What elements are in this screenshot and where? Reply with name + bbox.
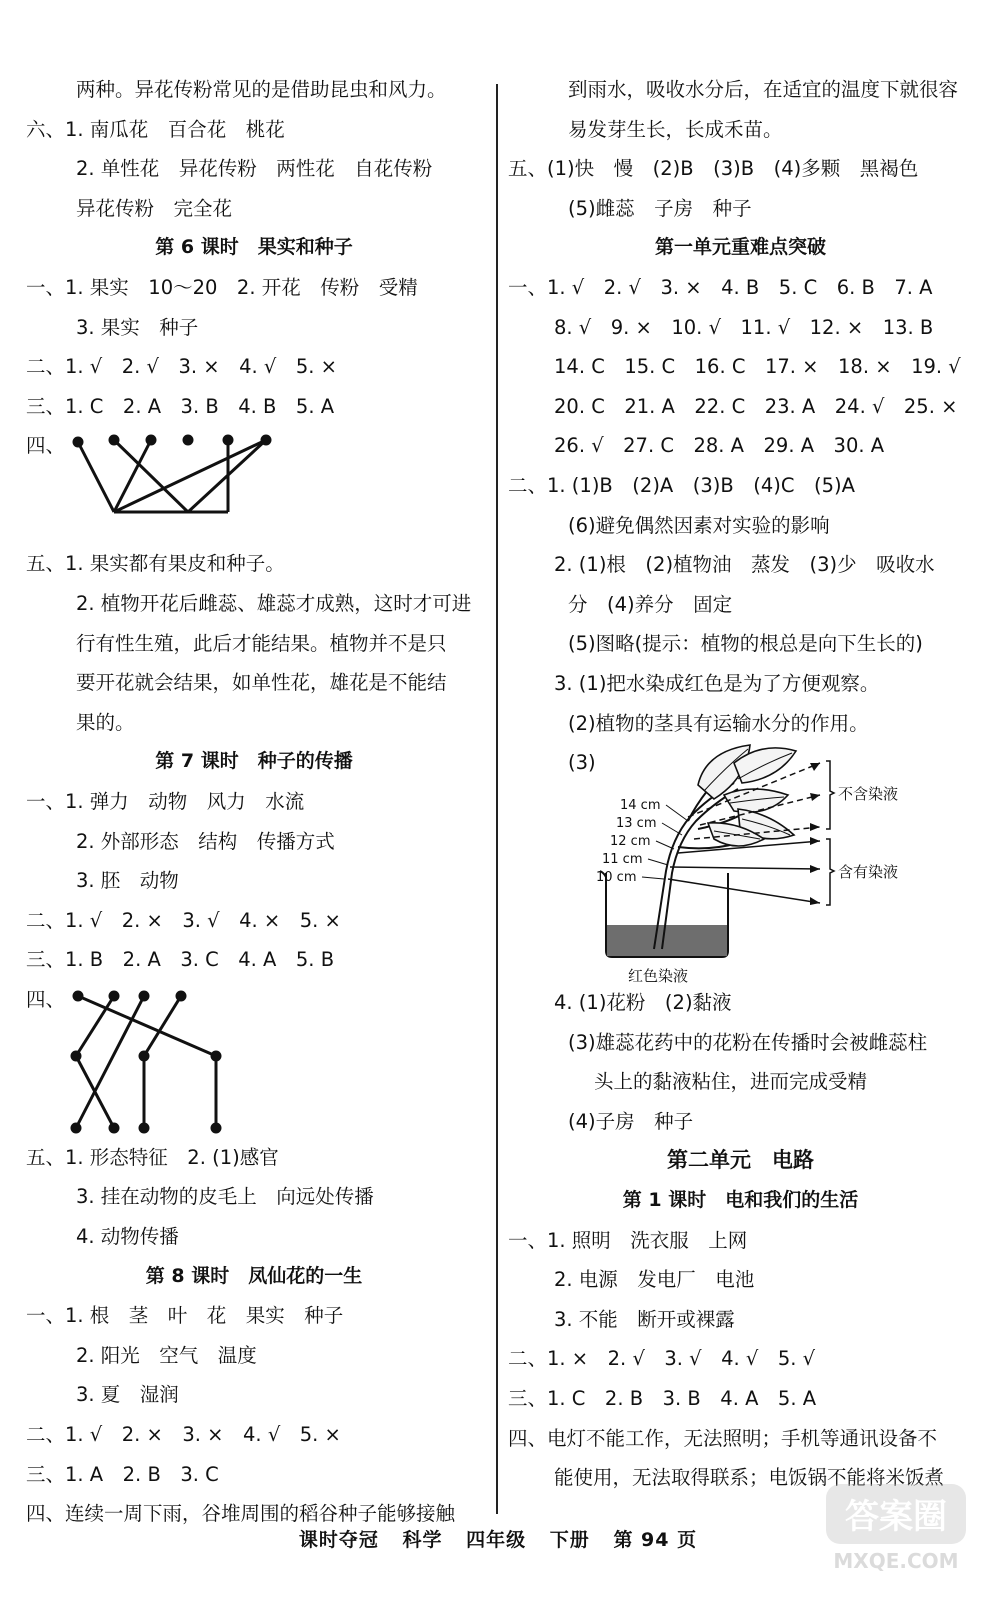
text-line: 能使用，无法取得联系；电饭锅不能将米饭煮 [554,1466,945,1490]
text-line: 3. 不能 断开或裸露 [554,1307,735,1331]
text-line: 一、1. 照明 洗衣服 上网 [508,1228,748,1252]
no-dye-label: 不含染液 [838,785,899,804]
text-line: 五、1. 形态特征 2. (1)感官 [26,1145,279,1169]
text-line: 3. 胚 动物 [76,869,179,893]
text-line: 2. 阳光 空气 温度 [76,1343,257,1367]
height-label-10: 10 cm [596,870,637,886]
text-line: 2. 电源 发电厂 电池 [554,1268,755,1292]
plant-dye-figure [508,743,973,983]
text-line: 3. 挂在动物的皮毛上 向远处传播 [76,1185,374,1209]
text-line: 六、1. 南瓜花 百合花 桃花 [26,117,285,141]
text-line: 要开花就会结果，如单性花，雄花是不能结 [76,671,447,695]
text-line: 二、1. √ 2. × 3. × 4. √ 5. × [26,1423,341,1447]
text-line: 四、电灯不能工作，无法照明；手机等通讯设备不 [508,1426,938,1450]
text-line: 3. 果实 种子 [76,315,199,339]
text-line: 四、 [26,987,66,1011]
unit-title: 第二单元 电路 [667,1148,814,1173]
text-line: 26. √ 27. C 28. A 29. A 30. A [554,434,885,458]
text-line: (3)雄蕊花药中的花粉在传播时会被雌蕊柱 [568,1030,928,1054]
text-line: 4. (1)花粉 (2)黏液 [554,991,732,1015]
red-dye-label: 红色染液 [628,967,689,984]
text-line: 14. C 15. C 16. C 17. × 18. × 19. √ [554,355,961,379]
text-line: 8. √ 9. × 10. √ 11. √ 12. × 13. B [554,315,934,339]
watermark-en: MXQE.COM [833,1549,959,1573]
text-line: 20. C 21. A 22. C 23. A 24. √ 25. × [554,394,958,418]
section-title: 第 1 课时 电和我们的生活 [622,1189,859,1212]
text-line: 2. 外部形态 结构 传播方式 [76,829,335,853]
text-line: 三、1. C 2. A 3. B 4. B 5. A [26,394,335,418]
text-line: 一、1. 根 茎 叶 花 果实 种子 [26,1304,344,1328]
plant-stem-illustration [538,743,958,983]
height-label-12: 12 cm [610,834,651,850]
text-line: 三、1. B 2. A 3. C 4. A 5. B [26,948,335,972]
text-line: 二、1. √ 2. × 3. √ 4. × 5. × [26,908,341,932]
text-line: 一、1. 弹力 动物 风力 水流 [26,789,305,813]
text-line: 行有性生殖，此后才能结果。植物并不是只 [76,631,447,655]
text-line: 二、1. √ 2. √ 3. × 4. √ 5. × [26,355,337,379]
text-line: 二、1. × 2. √ 3. √ 4. √ 5. √ [508,1347,816,1371]
text-line: 四、 [26,434,66,458]
height-label-11: 11 cm [602,852,643,868]
text-line: 3. 夏 湿润 [76,1383,179,1407]
text-line: 易发芽生长，长成禾苗。 [568,117,783,141]
text-line: 三、1. C 2. B 3. B 4. A 5. A [508,1387,817,1411]
text-line: (5)雌蕊 子房 种子 [568,196,752,220]
text-line: 五、(1)快 慢 (2)B (3)B (4)多颗 黑褐色 [508,157,919,181]
text-line: 五、1. 果实都有果皮和种子。 [26,552,285,576]
text-line: (2)植物的茎具有运输水分的作用。 [568,711,869,735]
text-line: 头上的黏液粘住，进而完成受精 [594,1070,868,1094]
matching-lines-1 [66,432,366,542]
text-line: 2. (1)根 (2)植物油 蒸发 (3)少 吸收水 [554,553,935,577]
watermark-cn: 答案圈 [845,1497,947,1537]
matching-diagram-1 [26,426,482,544]
text-line: (6)避免偶然因素对实验的影响 [568,513,830,537]
section-title: 第 8 课时 凤仙花的一生 [145,1264,363,1287]
text-line: 两种。异花传粉常见的是借助昆虫和风力。 [76,78,447,101]
right-column [508,70,973,1498]
text-line: 4. 动物传播 [76,1225,179,1249]
text-line: (5)图略(提示：植物的根总是向下生长的) [568,632,923,656]
height-label-14: 14 cm [620,798,661,814]
left-column [26,70,482,1534]
section-title: 第 7 课时 种子的传播 [155,750,353,773]
text-line: 果的。 [76,710,135,734]
subject-label: 科学 [402,1529,443,1551]
book-brand: 课时夺冠 [298,1529,379,1551]
height-label-13: 13 cm [616,816,657,832]
volume-label: 下册 [549,1529,590,1551]
text-line: 分 (4)养分 固定 [568,592,733,616]
text-line: 三、1. A 2. B 3. C [26,1462,219,1486]
text-line: 四、连续一周下雨，谷堆周围的稻谷种子能够接触 [26,1502,456,1526]
text-line: 二、1. (1)B (2)A (3)B (4)C (5)A [508,473,855,497]
page-number: 第 94 页 [613,1529,698,1551]
text-line: 3. (1)把水染成红色是为了方便观察。 [554,671,880,695]
watermark-logo [822,1478,972,1578]
text-line: (3) [568,751,596,775]
with-dye-label: 含有染液 [838,863,899,882]
column-divider [496,84,498,1514]
text-line: 一、1. √ 2. √ 3. × 4. B 5. C 6. B 7. A [508,275,933,299]
text-line: (4)子房 种子 [568,1109,694,1133]
text-line: 异花传粉 完全花 [76,196,233,220]
section-title: 第 6 课时 果实和种子 [155,236,353,259]
grade-label: 四年级 [466,1529,527,1551]
text-line: 一、1. 果实 10～20 2. 开花 传粉 受精 [26,275,418,299]
text-line: 到雨水，吸收水分后，在适宜的温度下就很容 [568,78,959,101]
text-line: 2. 单性花 异花传粉 两性花 自花传粉 [76,157,433,181]
matching-diagram-2 [26,980,482,1138]
text-line: 2. 植物开花后雌蕊、雄蕊才成熟，这时才可进 [76,591,472,615]
matching-lines-2 [66,988,366,1148]
section-title: 第一单元重难点突破 [654,236,826,259]
